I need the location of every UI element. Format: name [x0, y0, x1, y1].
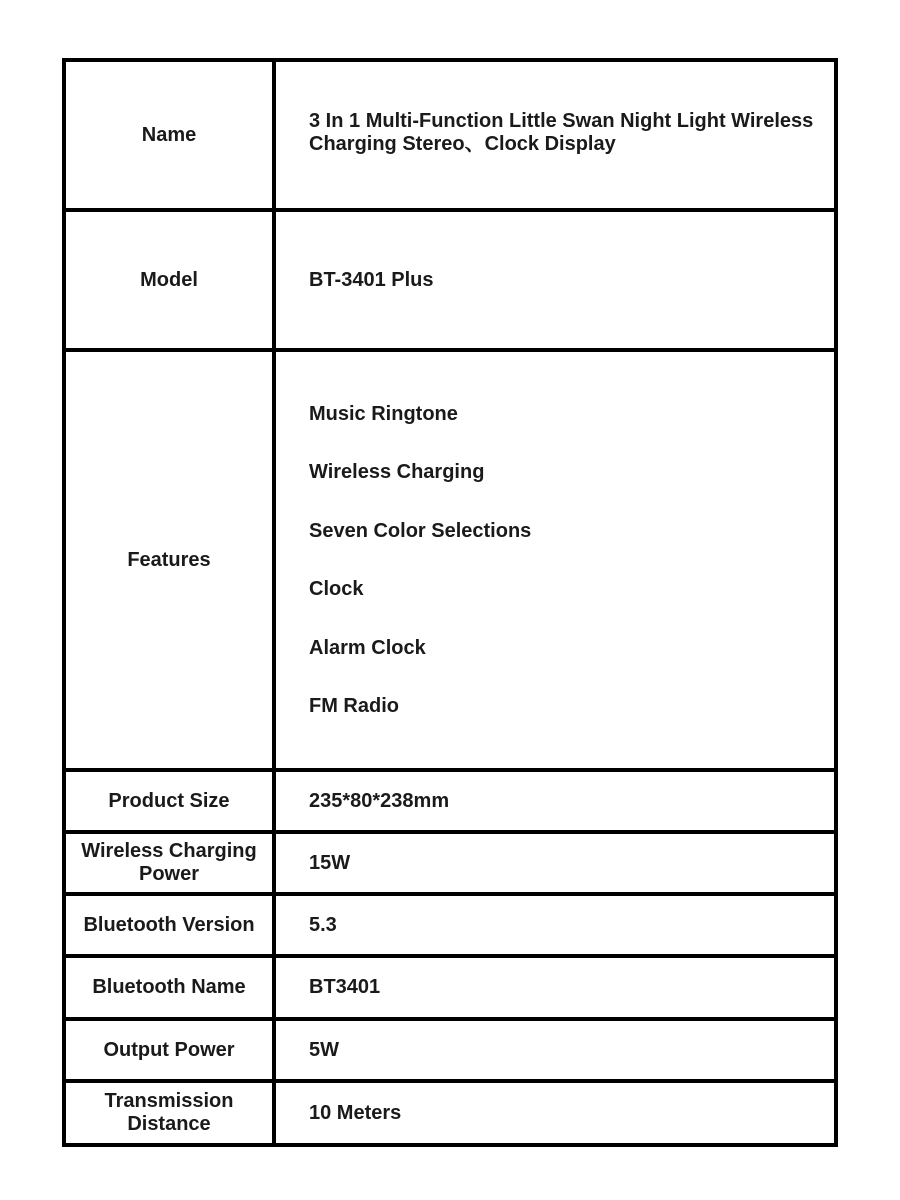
product-size-value: 235*80*238mm	[274, 770, 836, 832]
list-item: Alarm Clock	[309, 636, 426, 659]
list-item: Seven Color Selections	[309, 519, 532, 542]
row-label: Output Power	[64, 1019, 274, 1081]
model-value: BT-3401 Plus	[274, 210, 836, 350]
list-item: Clock	[309, 578, 364, 601]
table-row-features	[64, 350, 836, 770]
row-label: Bluetooth Version	[64, 894, 274, 956]
row-label: Product Size	[64, 770, 274, 832]
row-label: Wireless Charging Power	[64, 832, 274, 894]
spec-table	[62, 58, 838, 1147]
table-row-model	[64, 210, 836, 350]
list-item: Wireless Charging	[309, 461, 485, 484]
table-row-transmission-distance	[64, 1081, 836, 1145]
list-item: FM Radio	[309, 695, 399, 718]
row-label: Features	[64, 350, 274, 770]
table-row-charging-power	[64, 832, 836, 894]
charging-power-value: 15W	[274, 832, 836, 894]
product-name-value: 3 In 1 Multi-Function Little Swan Night Light Wireless Charging Stereo、Clock Display	[274, 60, 836, 210]
list-item: Music Ringtone	[309, 402, 458, 425]
output-power-value: 5W	[274, 1019, 836, 1081]
table-row-product-size	[64, 770, 836, 832]
table-row-bluetooth-name	[64, 956, 836, 1019]
row-label: Transmission Distance	[64, 1081, 274, 1145]
row-label: Model	[64, 210, 274, 350]
bluetooth-version-value: 5.3	[274, 894, 836, 956]
features-value	[274, 350, 836, 770]
transmission-distance-value: 10 Meters	[274, 1081, 836, 1145]
table-row-name	[64, 60, 836, 210]
bluetooth-name-value: BT3401	[274, 956, 836, 1019]
feature-list	[309, 404, 824, 717]
table-row-bluetooth-version	[64, 894, 836, 956]
row-label: Bluetooth Name	[64, 956, 274, 1019]
row-label: Name	[64, 60, 274, 210]
table-row-output-power	[64, 1019, 836, 1081]
